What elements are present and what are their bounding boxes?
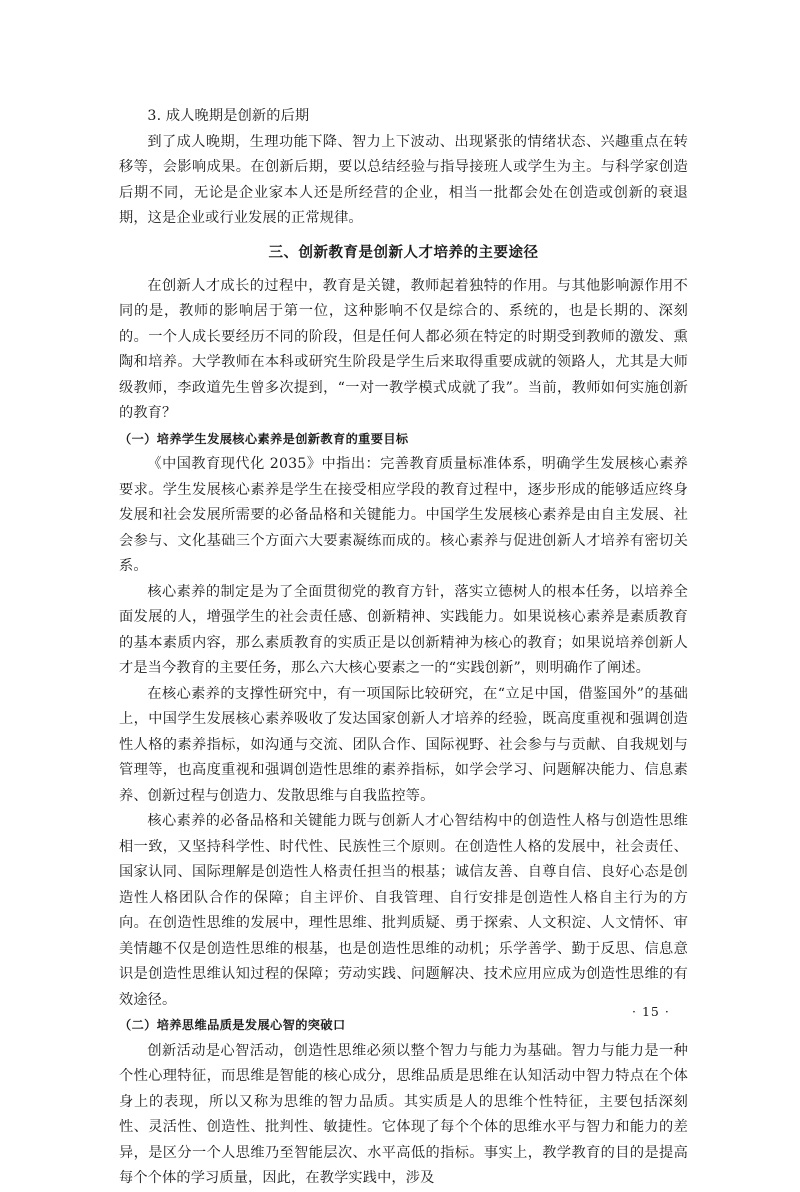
- body-paragraph: 在创新人才成长的过程中，教育是关键，教师起着独特的作用。与其他影响源作用不同的是，教师的影响居于第一位，这种影响不仅是综合的、系统的，也是长期的、深刻的。一个人成长要经历不同的阶段，但是任何人都必须在特定的时期受到教师的激发、熏陶和培养。大学教师在本科或研究生阶段是学生后来取得重要成就的领路人，尤其是大师级教师，李政道先生曾多次提到，“一对一教学模式成就了我”。当前，教师如何实施创新的教育？: [119, 277, 688, 421]
- body-paragraph: 核心素养的制定是为了全面贯彻党的教育方针，落实立德树人的根本任务，以培养全面发展的人，增强学生的社会责任感、创新精神、实践能力。如果说核心素养是素质教育的基本素质内容，那么素质教育的实质正是以创新精神为核心的教育；如果说培养创新人才是当今教育的主要任务，那么六大核心要素之一的“实践创新”，则明确作了阐述。: [119, 583, 688, 676]
- body-paragraph: 到了成人晚期，生理功能下降、智力上下波动、出现紧张的情绪状态、兴趣重点在转移等，会影响成果。在创新后期，要以总结经验与指导接班人或学生为主。与科学家创造后期不同，无论是企业家本人还是所经营的企业，相当一批都会处在创造或创新的衰退期，这是企业或行业发展的正常规律。: [119, 133, 688, 226]
- page-body: [119, 104, 688, 1192]
- subsection-heading-3: 3. 成人晚期是创新的后期: [147, 108, 310, 124]
- body-paragraph: 核心素养的必备品格和关键能力既与创新人才心智结构中的创造性人格与创造性思维相一致，又坚持科学性、时代性、民族性三个原则。在创造性人格的发展中，社会责任、国家认同、国际理解是创造性人格责任担当的根基；诚信友善、自尊自信、良好心态是创造性人格团队合作的保障；自主评价、自我管理、自行安排是创造性人格自主行为的方向。在创造性思维的发展中，理性思维、批判质疑、勇于探索、人文积淀、人文情怀、审美情趣不仅是创造性思维的根基，也是创造性思维的动机；乐学善学、勤于反思、信息意识是创造性思维认知过程的保障；劳动实践、问题解决、技术应用应成为创造性思维的有效途径。: [119, 813, 688, 1008]
- body-paragraph: 在核心素养的支撑性研究中，有一项国际比较研究，在“立足中国，借鉴国外”的基础上，中国学生发展核心素养吸收了发达国家创新人才培养的经验，既高度重视和强调创造性人格的素养指标，如沟通与交流、团队合作、国际视野、社会参与与贡献、自我规划与管理等，也高度重视和强调创造性思维的素养指标，如学会学习、问题解决能力、信息素养、创新过程与创造力、发散思维与自我监控等。: [119, 685, 688, 804]
- body-paragraph: 创新活动是心智活动，创造性思维必须以整个智力与能力为基础。智力与能力是一种个性心理特征，而思维是智能的核心成分，思维品质是思维在认知活动中智力特点在个体身上的表现，所以又称为思维的智力品质。其实质是人的思维个性特征，主要包括深刻性、灵活性、创造性、批判性、敏捷性。它体现了每个个体的思维水平与智力和能力的差异，是区分一个人思维乃至智能层次、水平高低的指标。事实上，教学教育的目的是提高每个个体的学习质量，因此，在教学实践中，涉及: [119, 1042, 688, 1186]
- page-number: · 15 ·: [632, 1004, 670, 1019]
- section-heading: 三、创新教育是创新人才培养的主要途径: [268, 244, 539, 261]
- subheading-2: （二）培养思维品质是发展心智的突破口: [119, 1018, 346, 1032]
- body-paragraph: 《中国教育现代化 2035》中指出：完善教育质量标准体系，明确学生发展核心素养要求。学生发展核心素养是学生在接受相应学段的教育过程中，逐步形成的能够适应终身发展和社会发展所需要的必备品格和关键能力。中国学生发展核心素养是由自主发展、社会参与、文化基础三个方面六大要素凝练而成的。核心素养与促进创新人才培养有密切关系。: [119, 456, 688, 574]
- subheading-1: （一）培养学生发展核心素养是创新教育的重要目标: [119, 431, 409, 446]
